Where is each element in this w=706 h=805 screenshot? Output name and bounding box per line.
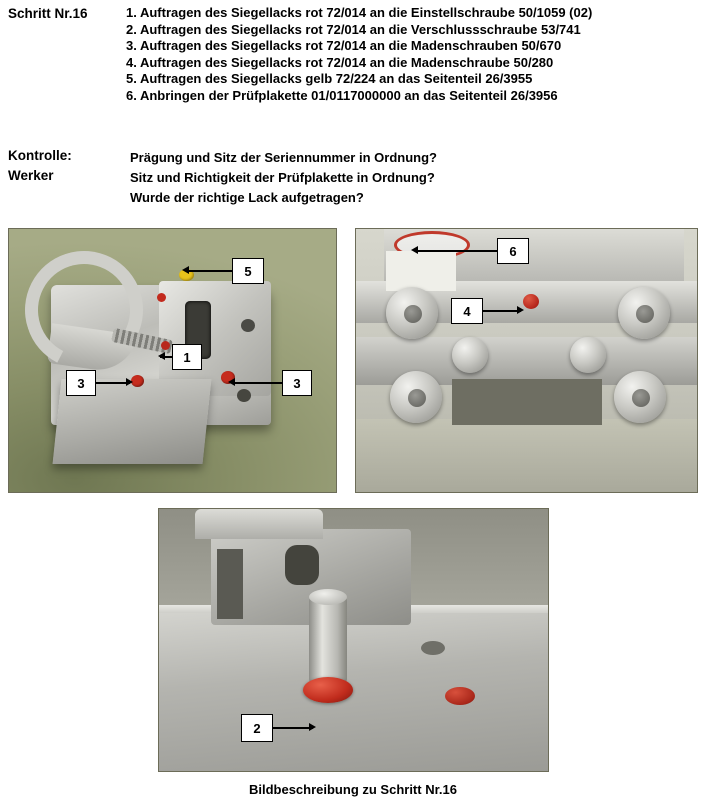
step-instruction-2: 2. Auftragen des Siegellacks rot 72/014 an die Verschlussschraube 53/741 bbox=[126, 21, 581, 37]
roller-hub-top-right bbox=[636, 305, 654, 323]
red-seal-mark-main bbox=[303, 677, 353, 703]
type-label bbox=[386, 251, 456, 291]
base-plate bbox=[159, 613, 548, 771]
red-seal-mark-secondary bbox=[445, 687, 475, 705]
control-question-1: Prägung und Sitz der Seriennummer in Ordnung? bbox=[130, 150, 437, 165]
step-instruction-6: 6. Anbringen der Prüfplakette 01/0117000000 an das Seitenteil 26/3956 bbox=[126, 87, 558, 103]
red-seal-screw bbox=[523, 294, 539, 309]
roller-hub-bottom-right bbox=[632, 389, 650, 407]
bore-hole-b bbox=[237, 389, 251, 402]
callout-arrow-4 bbox=[517, 306, 524, 314]
photo-assembly-right bbox=[355, 228, 698, 493]
adjusting-screw-head bbox=[309, 589, 347, 605]
control-question-3: Wurde der richtige Lack aufgetragen? bbox=[130, 190, 364, 205]
roller-hub-bottom-left bbox=[408, 389, 426, 407]
step-instruction-3: 3. Auftragen des Siegellacks rot 72/014 an die Madenschrauben 50/670 bbox=[126, 38, 562, 53]
callout-leader-6 bbox=[415, 250, 497, 252]
step-instruction-list bbox=[126, 5, 696, 104]
callout-arrow-3a bbox=[126, 378, 133, 386]
wall-window bbox=[285, 545, 319, 585]
red-seal-mark-a bbox=[157, 293, 166, 302]
callout-leader-3b bbox=[232, 382, 282, 384]
top-lug bbox=[195, 509, 323, 539]
callout-5: 5 bbox=[232, 258, 264, 284]
callout-3-right: 3 bbox=[282, 370, 312, 396]
callout-leader-5 bbox=[186, 270, 232, 272]
callout-arrow-3b bbox=[228, 378, 235, 386]
callout-1: 1 bbox=[172, 344, 202, 370]
step-instruction-4: 4. Auftragen des Siegellacks rot 72/014 an die Madenschraube 50/280 bbox=[126, 54, 554, 70]
callout-2: 2 bbox=[241, 714, 273, 742]
wall-recess bbox=[217, 549, 243, 619]
callout-arrow-1 bbox=[158, 352, 165, 360]
control-question-2: Sitz und Richtigkeit der Prüfplakette in Ordnung? bbox=[130, 170, 435, 185]
callout-6: 6 bbox=[497, 238, 529, 264]
bore-hole-right bbox=[421, 641, 445, 655]
photo-assembly-bottom bbox=[158, 508, 549, 772]
callout-4: 4 bbox=[451, 298, 483, 324]
roller-inner-right bbox=[570, 337, 606, 373]
callout-arrow-6 bbox=[411, 246, 418, 254]
step-instruction-5: 5. Auftragen des Siegellacks gelb 72/224 an das Seitenteil 26/3955 bbox=[126, 71, 533, 86]
callout-leader-4 bbox=[483, 310, 521, 312]
red-seal-mark-b bbox=[161, 341, 170, 350]
adjusting-screw bbox=[309, 597, 347, 683]
roller-inner-left bbox=[452, 337, 488, 373]
callout-arrow-5 bbox=[182, 266, 189, 274]
callout-arrow-2 bbox=[309, 723, 316, 731]
roller-hub-top-left bbox=[404, 305, 422, 323]
bore-hole-a bbox=[241, 319, 255, 332]
figure-caption: Bildbeschreibung zu Schritt Nr.16 bbox=[248, 782, 458, 797]
control-role-label: Werker bbox=[8, 168, 54, 183]
step-title: Schritt Nr.16 bbox=[8, 6, 88, 21]
callout-leader-3a bbox=[96, 382, 130, 384]
callout-leader-2 bbox=[273, 727, 313, 729]
control-label: Kontrolle: bbox=[8, 148, 72, 163]
work-surface bbox=[356, 419, 697, 492]
center-gap bbox=[452, 379, 602, 425]
step-instruction-1: 1. Auftragen des Siegellacks rot 72/014 an die Einstellschraube 50/1059 (02) bbox=[126, 5, 593, 20]
control-question-list bbox=[130, 148, 690, 208]
callout-3-left: 3 bbox=[66, 370, 96, 396]
